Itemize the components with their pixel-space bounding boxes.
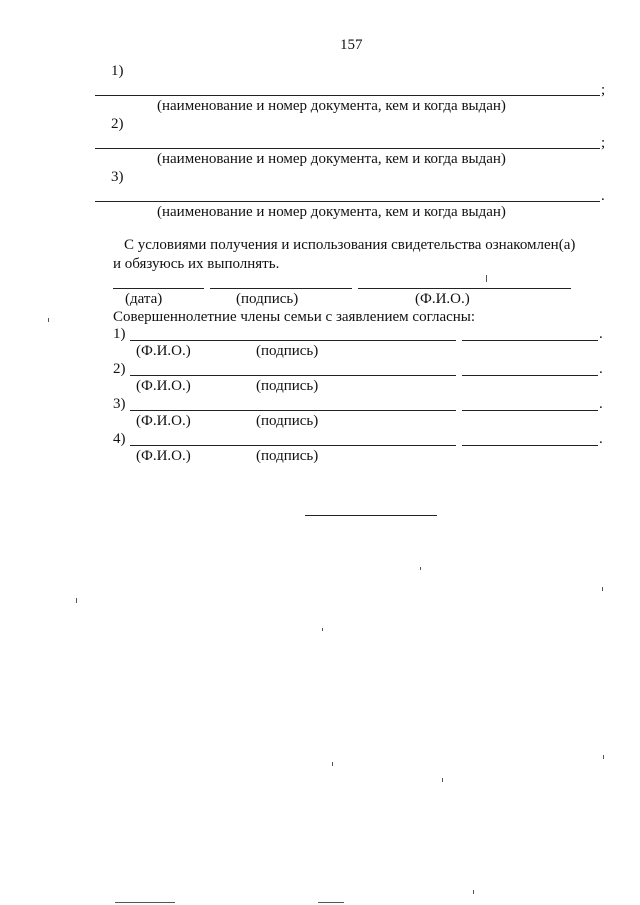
scan-speck xyxy=(318,902,344,903)
scan-speck xyxy=(76,598,77,603)
closing-divider xyxy=(305,515,437,516)
document-entry-end-mark: ; xyxy=(601,135,606,151)
scan-speck xyxy=(420,567,421,570)
family-member-signature-caption: (подпись) xyxy=(256,343,319,359)
family-member-signature-caption: (подпись) xyxy=(256,413,319,429)
document-item-number: 3) xyxy=(111,169,124,185)
document-entry-line[interactable] xyxy=(95,95,600,96)
family-member-number: 2) xyxy=(113,361,126,377)
family-member-end-mark: . xyxy=(599,396,603,412)
family-member-name-line[interactable] xyxy=(130,375,456,376)
document-entry-line[interactable] xyxy=(95,148,600,149)
document-item-number: 1) xyxy=(111,63,124,79)
family-member-end-mark: . xyxy=(599,326,603,342)
family-member-name-caption: (Ф.И.О.) xyxy=(136,413,191,429)
agreement-text-line-2: и обязуюсь их выполнять. xyxy=(113,256,280,272)
family-member-name-line[interactable] xyxy=(130,340,456,341)
full-name-caption: (Ф.И.О.) xyxy=(415,291,470,307)
document-entry-end-mark: . xyxy=(601,188,605,204)
scan-speck xyxy=(473,890,474,894)
family-member-name-caption: (Ф.И.О.) xyxy=(136,343,191,359)
family-member-end-mark: . xyxy=(599,431,603,447)
family-member-name-line[interactable] xyxy=(130,410,456,411)
family-member-signature-line[interactable] xyxy=(462,445,598,446)
scan-speck xyxy=(332,762,333,766)
signature-line[interactable] xyxy=(210,288,352,289)
family-member-number: 3) xyxy=(113,396,126,412)
family-member-name-line[interactable] xyxy=(130,445,456,446)
scan-speck xyxy=(603,755,604,759)
page-number: 157 xyxy=(340,37,363,53)
family-member-signature-caption: (подпись) xyxy=(256,448,319,464)
family-member-name-caption: (Ф.И.О.) xyxy=(136,448,191,464)
scan-speck xyxy=(115,902,175,903)
agreement-text-line-1: С условиями получения и использования свидетельства ознакомлен(а) xyxy=(124,237,576,253)
full-name-line[interactable] xyxy=(358,288,571,289)
date-caption: (дата) xyxy=(125,291,163,307)
family-member-signature-caption: (подпись) xyxy=(256,378,319,394)
date-line[interactable] xyxy=(113,288,204,289)
document-caption: (наименование и номер документа, кем и когда выдан) xyxy=(157,98,506,114)
family-member-name-caption: (Ф.И.О.) xyxy=(136,378,191,394)
document-caption: (наименование и номер документа, кем и когда выдан) xyxy=(157,151,506,167)
scan-speck xyxy=(486,275,487,282)
family-member-end-mark: . xyxy=(599,361,603,377)
scan-speck xyxy=(322,628,323,631)
document-entry-end-mark: ; xyxy=(601,82,606,98)
family-member-signature-line[interactable] xyxy=(462,340,598,341)
signature-caption: (подпись) xyxy=(236,291,299,307)
document-caption: (наименование и номер документа, кем и когда выдан) xyxy=(157,204,506,220)
document-entry-line[interactable] xyxy=(95,201,600,202)
scan-speck xyxy=(442,778,443,782)
document-item-number: 2) xyxy=(111,116,124,132)
family-member-number: 4) xyxy=(113,431,126,447)
family-member-signature-line[interactable] xyxy=(462,410,598,411)
scan-speck xyxy=(48,318,49,322)
family-member-signature-line[interactable] xyxy=(462,375,598,376)
scan-speck xyxy=(602,587,603,591)
family-member-number: 1) xyxy=(113,326,126,342)
family-heading: Совершеннолетние члены семьи с заявлением согласны: xyxy=(113,309,476,325)
